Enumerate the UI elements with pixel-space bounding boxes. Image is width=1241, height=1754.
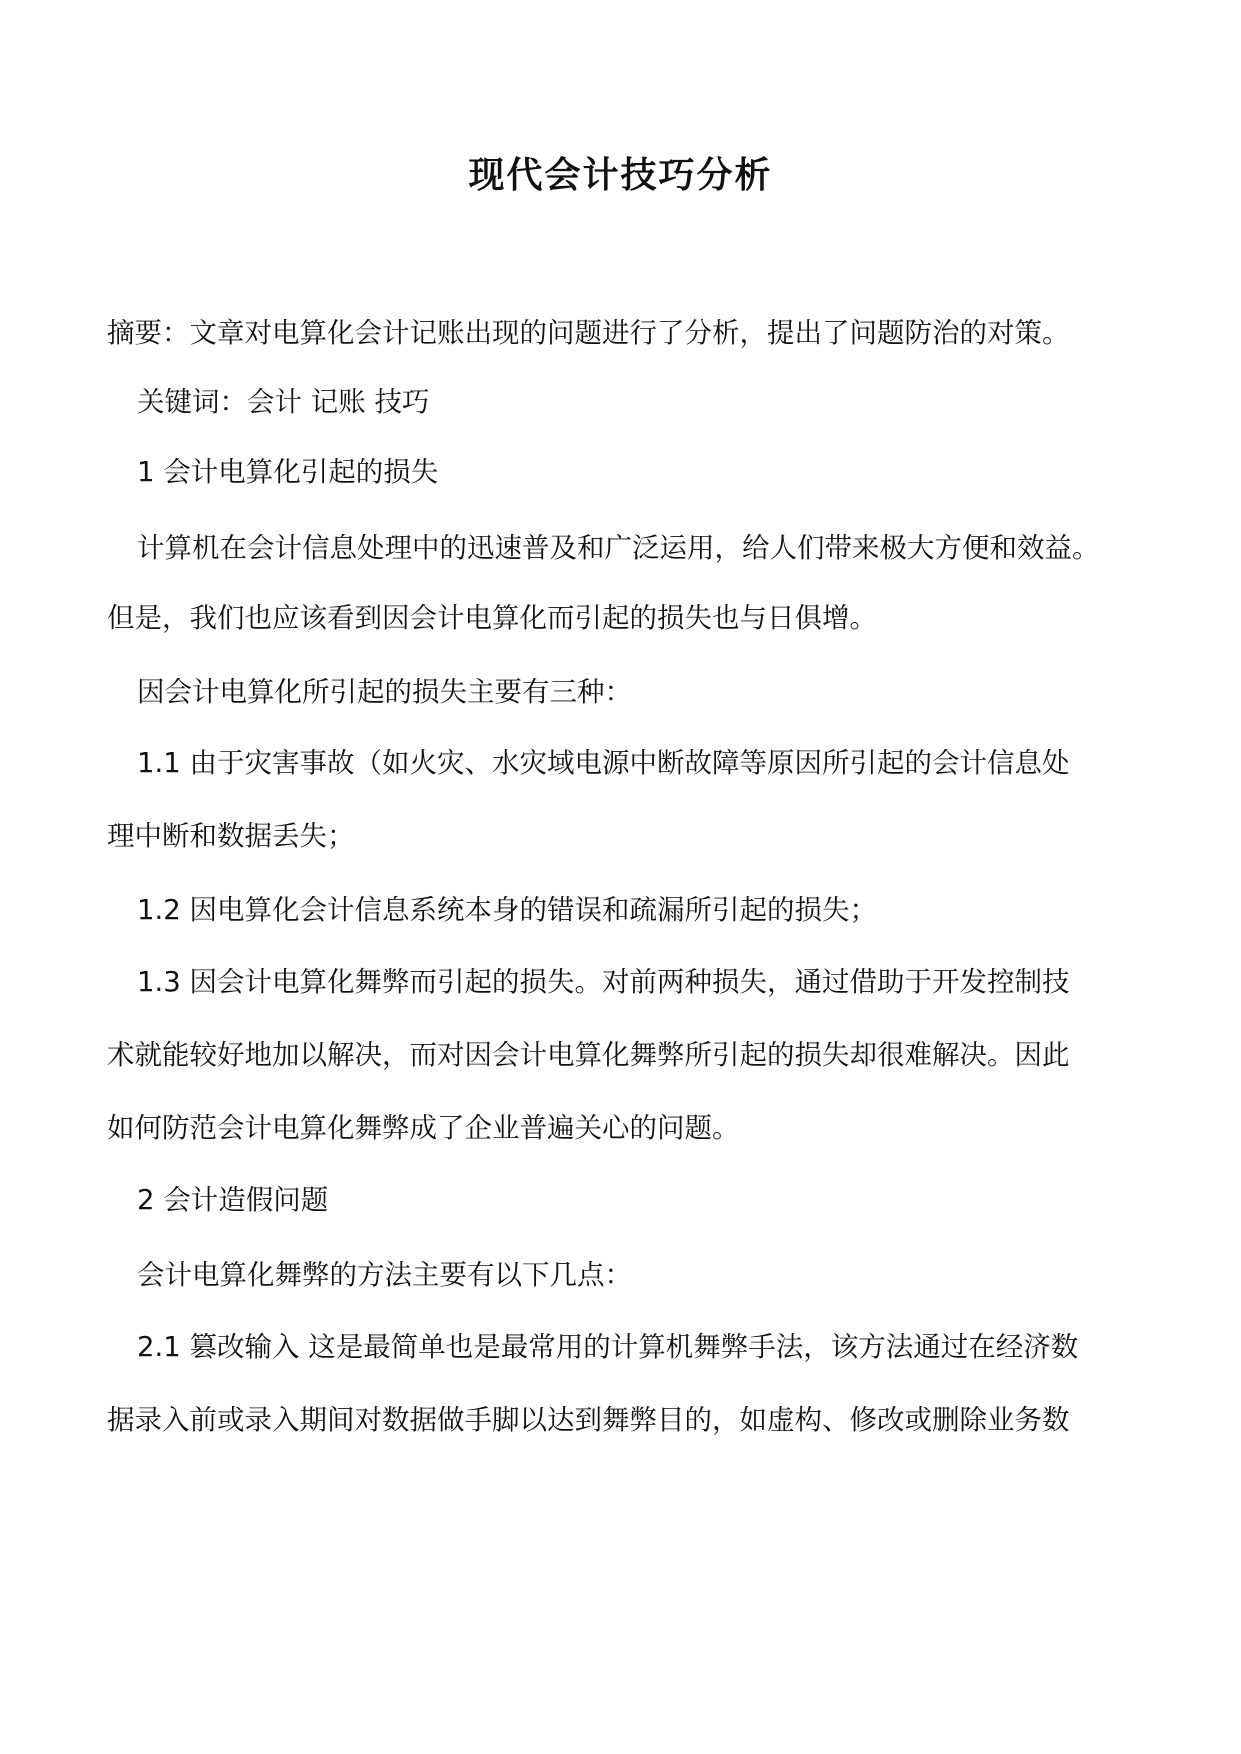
- list-item-1-3-continued: 术就能较好地加以解决，而对因会计电算化舞弊所引起的损失却很难解决。因此: [107, 1039, 1070, 1071]
- document-title: 现代会计技巧分析: [468, 155, 773, 196]
- list-item-1-2: 1.2 因电算化会计信息系统本身的错误和疏漏所引起的损失；: [137, 894, 877, 926]
- paragraph-line: 会计电算化舞弊的方法主要有以下几点：: [137, 1259, 632, 1291]
- keywords-line: 关键词：会计 记账 技巧: [137, 386, 430, 418]
- paragraph-line: 但是，我们也应该看到因会计电算化而引起的损失也与日俱增。: [107, 602, 877, 634]
- list-item-1-1: 1.1 由于灾害事故（如火灾、水灾域电源中断故障等原因所引起的会计信息处: [137, 747, 1070, 779]
- list-item-1-3: 1.3 因会计电算化舞弊而引起的损失。对前两种损失，通过借助于开发控制技: [137, 966, 1070, 998]
- list-item-1-3-continued: 如何防范会计电算化舞弊成了企业普遍关心的问题。: [107, 1112, 740, 1144]
- abstract-line: 摘要：文章对电算化会计记账出现的问题进行了分析，提出了问题防治的对策。: [107, 317, 1070, 349]
- list-item-1-1-continued: 理中断和数据丢失；: [107, 820, 355, 852]
- section-heading-1: 1 会计电算化引起的损失: [137, 456, 439, 488]
- list-item-2-1-continued: 据录入前或录入期间对数据做手脚以达到舞弊目的，如虚构、修改或删除业务数: [107, 1404, 1070, 1436]
- list-item-2-1: 2.1 篡改输入 这是最简单也是最常用的计算机舞弊手法，该方法通过在经济数: [137, 1331, 1079, 1363]
- section-heading-2: 2 会计造假问题: [137, 1184, 329, 1216]
- paragraph-line: 因会计电算化所引起的损失主要有三种：: [137, 676, 632, 708]
- paragraph-line: 计算机在会计信息处理中的迅速普及和广泛运用，给人们带来极大方便和效益。: [137, 532, 1100, 564]
